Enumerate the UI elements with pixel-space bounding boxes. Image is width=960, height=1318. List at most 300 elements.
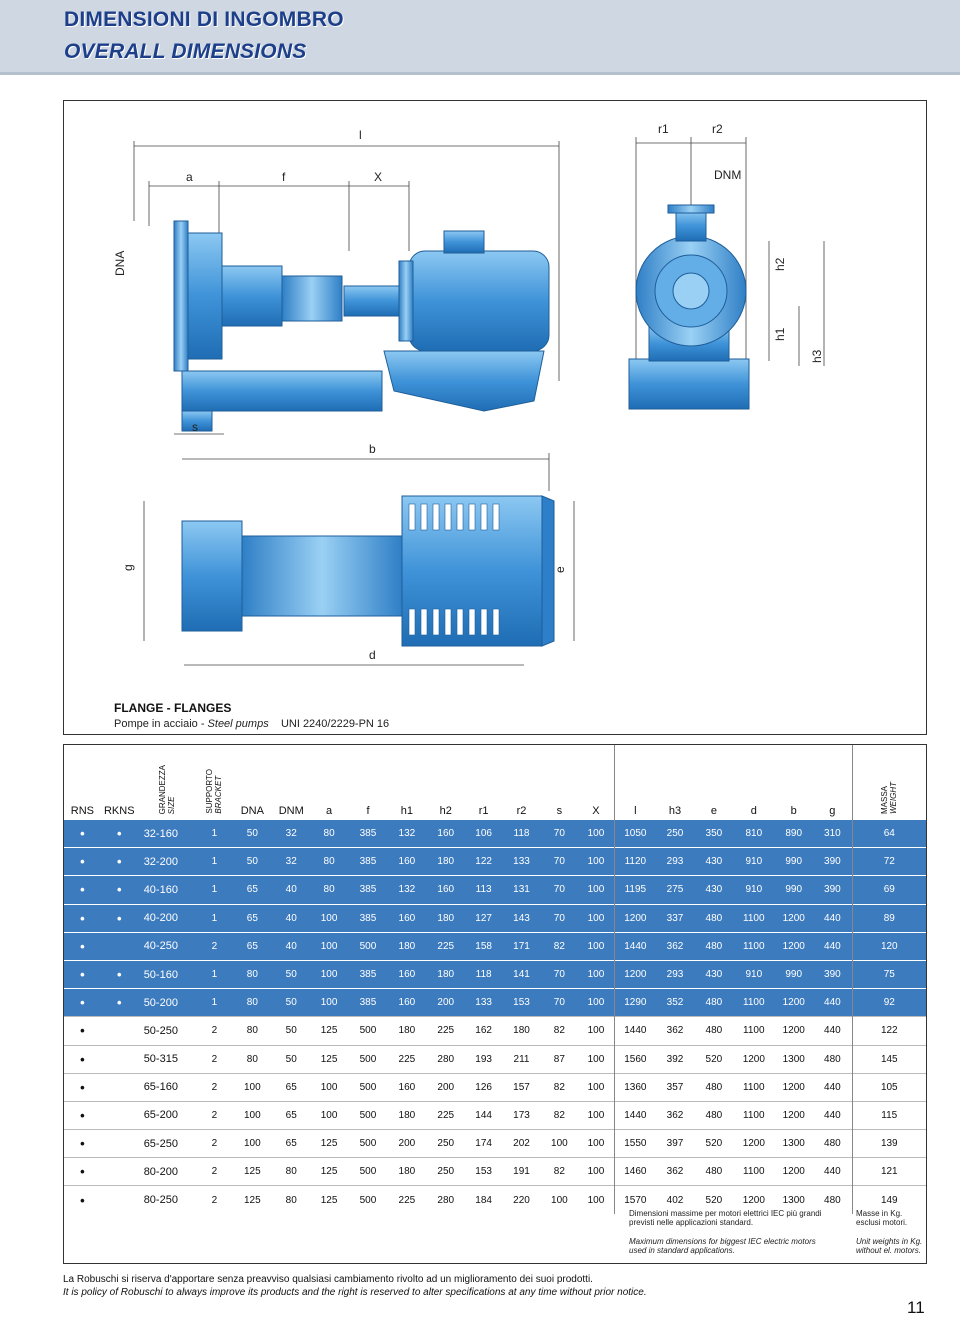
cell-rkns: • <box>101 820 138 848</box>
cell-l: 1570 <box>615 1186 656 1214</box>
cell-h3: 362 <box>656 1017 695 1045</box>
cell-dna: 100 <box>232 1101 273 1129</box>
cell-h3: 362 <box>656 1101 695 1129</box>
cell-sup: 2 <box>197 1017 232 1045</box>
pump-end-view <box>629 205 749 409</box>
cell-g: 440 <box>813 1101 852 1129</box>
table-row <box>64 1073 926 1101</box>
cell-dna: 65 <box>232 876 273 904</box>
note-motors-english <box>629 1237 829 1255</box>
cell-h2: 180 <box>426 904 465 932</box>
cell-s: 82 <box>541 1101 578 1129</box>
cell-h2: 160 <box>426 820 465 848</box>
cell-w: 139 <box>852 1130 926 1158</box>
header-weight-italian: MASSA <box>880 785 890 814</box>
header-a: a <box>326 805 333 817</box>
cell-h3: 362 <box>656 1158 695 1186</box>
header-b: b <box>790 805 797 817</box>
cell-dnm: 65 <box>273 1130 310 1158</box>
cell-x: 100 <box>578 848 615 876</box>
cell-b: 1200 <box>774 1073 813 1101</box>
cell-x: 100 <box>578 960 615 988</box>
cell-x: 100 <box>578 1073 615 1101</box>
cell-h2: 160 <box>426 876 465 904</box>
title-italian: DIMENSIONI DI INGOMBRO <box>64 8 344 31</box>
cell-l: 1200 <box>615 904 656 932</box>
cell-e: 430 <box>694 960 733 988</box>
cell-size: 50-160 <box>138 960 197 988</box>
cell-x: 100 <box>578 989 615 1017</box>
cell-rkns <box>101 1101 138 1129</box>
header-f: f <box>366 805 370 817</box>
cell-h1: 180 <box>387 932 426 960</box>
cell-size: 50-250 <box>138 1017 197 1045</box>
cell-h1: 225 <box>387 1186 426 1214</box>
cell-r2: 157 <box>502 1073 541 1101</box>
cell-size: 50-315 <box>138 1045 197 1073</box>
cell-r1: 153 <box>465 1158 502 1186</box>
table-row <box>64 989 926 1017</box>
header-bracket-italian: SUPPORTO <box>205 769 215 814</box>
cell-dna: 80 <box>232 1017 273 1045</box>
cell-b: 1300 <box>774 1130 813 1158</box>
cell-rns: • <box>64 989 101 1017</box>
cell-b: 990 <box>774 876 813 904</box>
cell-s: 70 <box>541 960 578 988</box>
header-size-italian: GRANDEZZA <box>158 764 168 814</box>
cell-rkns <box>101 1158 138 1186</box>
cell-f: 385 <box>349 960 388 988</box>
cell-dna: 125 <box>232 1186 273 1214</box>
cell-h1: 132 <box>387 820 426 848</box>
header-size <box>138 745 197 820</box>
cell-s: 82 <box>541 1158 578 1186</box>
dim-label-h1: h1 <box>773 327 787 341</box>
cell-h2: 225 <box>426 1101 465 1129</box>
cell-a: 125 <box>310 1045 349 1073</box>
cell-rns: • <box>64 1186 101 1214</box>
cell-w: 92 <box>852 989 926 1017</box>
technical-drawing <box>63 100 927 735</box>
cell-g: 390 <box>813 848 852 876</box>
cell-e: 520 <box>694 1130 733 1158</box>
cell-rkns <box>101 1045 138 1073</box>
cell-l: 1440 <box>615 932 656 960</box>
cell-l: 1440 <box>615 1101 656 1129</box>
cell-r1: 162 <box>465 1017 502 1045</box>
cell-r1: 144 <box>465 1101 502 1129</box>
header-bracket-english: BRACKET <box>214 776 224 814</box>
header-weight <box>852 745 926 820</box>
cell-x: 100 <box>578 1017 615 1045</box>
cell-r2: 141 <box>502 960 541 988</box>
cell-sup: 1 <box>197 989 232 1017</box>
cell-l: 1050 <box>615 820 656 848</box>
cell-w: 145 <box>852 1045 926 1073</box>
cell-r2: 143 <box>502 904 541 932</box>
cell-f: 500 <box>349 1158 388 1186</box>
cell-rns: • <box>64 1017 101 1045</box>
cell-d: 1100 <box>733 1073 774 1101</box>
cell-r2: 191 <box>502 1158 541 1186</box>
cell-sup: 1 <box>197 960 232 988</box>
cell-size: 32-160 <box>138 820 197 848</box>
title-english: OVERALL DIMENSIONS <box>64 40 307 63</box>
cell-l: 1120 <box>615 848 656 876</box>
dim-label-dna: DNA <box>113 250 127 276</box>
cell-w: 149 <box>852 1186 926 1214</box>
table-row <box>64 960 926 988</box>
cell-r1: 122 <box>465 848 502 876</box>
cell-h1: 180 <box>387 1101 426 1129</box>
cell-s: 82 <box>541 932 578 960</box>
cell-r2: 202 <box>502 1130 541 1158</box>
cell-e: 430 <box>694 876 733 904</box>
dim-label-r2: r2 <box>712 122 723 136</box>
dim-label-f: f <box>282 170 286 184</box>
cell-h3: 275 <box>656 876 695 904</box>
cell-f: 500 <box>349 1130 388 1158</box>
table-row <box>64 876 926 904</box>
flange-title: FLANGE - FLANGES <box>114 701 232 715</box>
cell-a: 100 <box>310 1073 349 1101</box>
cell-size: 40-200 <box>138 904 197 932</box>
table-row <box>64 1130 926 1158</box>
cell-a: 125 <box>310 1158 349 1186</box>
footer-policy-italian: La Robuschi si riserva d'apportare senza preavviso qualsiasi cambiamento rivolto ad un miglioramento dei suoi prodotti. <box>63 1274 593 1285</box>
cell-h2: 225 <box>426 932 465 960</box>
cell-g: 440 <box>813 1158 852 1186</box>
cell-x: 100 <box>578 1045 615 1073</box>
pump-side-view <box>174 221 549 431</box>
header-d: d <box>750 805 757 817</box>
dim-label-h3: h3 <box>810 349 824 363</box>
cell-h3: 250 <box>656 820 695 848</box>
cell-size: 65-160 <box>138 1073 197 1101</box>
cell-rkns: • <box>101 989 138 1017</box>
header-dnm: DNM <box>278 805 304 817</box>
cell-d: 1100 <box>733 1017 774 1045</box>
cell-f: 385 <box>349 848 388 876</box>
cell-d: 1100 <box>733 989 774 1017</box>
cell-size: 80-200 <box>138 1158 197 1186</box>
cell-d: 910 <box>733 960 774 988</box>
cell-h2: 280 <box>426 1186 465 1214</box>
dimensions-table <box>64 745 926 1214</box>
cell-x: 100 <box>578 876 615 904</box>
flange-subtitle-italian: Pompe in acciaio - <box>114 718 208 730</box>
cell-a: 100 <box>310 989 349 1017</box>
cell-h3: 357 <box>656 1073 695 1101</box>
cell-l: 1560 <box>615 1045 656 1073</box>
cell-r2: 133 <box>502 848 541 876</box>
cell-size: 32-200 <box>138 848 197 876</box>
cell-rkns: • <box>101 848 138 876</box>
cell-f: 500 <box>349 932 388 960</box>
cell-r1: 184 <box>465 1186 502 1214</box>
cell-d: 1200 <box>733 1045 774 1073</box>
header-bracket <box>197 745 232 820</box>
header-h3: h3 <box>668 805 682 817</box>
pump-drawing-svg <box>64 101 926 691</box>
dim-label-r1: r1 <box>658 122 669 136</box>
cell-f: 500 <box>349 1186 388 1214</box>
table-row <box>64 1158 926 1186</box>
header-s: s <box>556 805 563 817</box>
table-row <box>64 932 926 960</box>
cell-w: 115 <box>852 1101 926 1129</box>
cell-s: 70 <box>541 904 578 932</box>
cell-dnm: 40 <box>273 932 310 960</box>
cell-h3: 293 <box>656 960 695 988</box>
dim-label-l: l <box>359 128 362 142</box>
cell-x: 100 <box>578 820 615 848</box>
cell-h2: 180 <box>426 848 465 876</box>
cell-sup: 2 <box>197 1186 232 1214</box>
cell-dnm: 40 <box>273 904 310 932</box>
cell-g: 480 <box>813 1130 852 1158</box>
flange-subtitle <box>114 718 389 730</box>
cell-dnm: 50 <box>273 1045 310 1073</box>
cell-dna: 125 <box>232 1158 273 1186</box>
cell-dnm: 65 <box>273 1073 310 1101</box>
cell-rkns: • <box>101 876 138 904</box>
cell-r2: 118 <box>502 820 541 848</box>
dim-label-d: d <box>369 648 376 662</box>
cell-r1: 127 <box>465 904 502 932</box>
cell-l: 1290 <box>615 989 656 1017</box>
cell-g: 440 <box>813 1017 852 1045</box>
cell-rns: • <box>64 1158 101 1186</box>
cell-r2: 180 <box>502 1017 541 1045</box>
cell-h2: 200 <box>426 989 465 1017</box>
cell-h1: 160 <box>387 904 426 932</box>
cell-rkns <box>101 1186 138 1214</box>
cell-s: 70 <box>541 989 578 1017</box>
cell-g: 480 <box>813 1045 852 1073</box>
cell-b: 1300 <box>774 1045 813 1073</box>
cell-h2: 200 <box>426 1073 465 1101</box>
cell-rns: • <box>64 820 101 848</box>
cell-sup: 2 <box>197 932 232 960</box>
cell-rns: • <box>64 1073 101 1101</box>
cell-h3: 362 <box>656 932 695 960</box>
cell-dnm: 65 <box>273 1101 310 1129</box>
table-row <box>64 904 926 932</box>
cell-h2: 225 <box>426 1017 465 1045</box>
header-h2: h2 <box>439 805 452 817</box>
cell-h2: 180 <box>426 960 465 988</box>
cell-sup: 2 <box>197 1158 232 1186</box>
page-header <box>0 0 960 75</box>
cell-rkns: • <box>101 904 138 932</box>
table-row <box>64 1017 926 1045</box>
cell-x: 100 <box>578 1186 615 1214</box>
table-row <box>64 1045 926 1073</box>
cell-dnm: 32 <box>273 848 310 876</box>
header-r1: r1 <box>478 805 489 817</box>
cell-rkns <box>101 932 138 960</box>
cell-g: 390 <box>813 960 852 988</box>
cell-w: 122 <box>852 1017 926 1045</box>
note-weight-english <box>856 1237 928 1255</box>
cell-dnm: 40 <box>273 876 310 904</box>
cell-r1: 106 <box>465 820 502 848</box>
cell-f: 500 <box>349 1045 388 1073</box>
cell-b: 990 <box>774 960 813 988</box>
cell-a: 80 <box>310 876 349 904</box>
cell-r1: 113 <box>465 876 502 904</box>
cell-dnm: 32 <box>273 820 310 848</box>
cell-size: 50-200 <box>138 989 197 1017</box>
dim-label-b: b <box>369 442 376 456</box>
cell-dna: 100 <box>232 1130 273 1158</box>
cell-x: 100 <box>578 932 615 960</box>
header-rns: RNS <box>70 805 95 817</box>
cell-w: 121 <box>852 1158 926 1186</box>
cell-dna: 80 <box>232 1045 273 1073</box>
header-weight-english: WEIGHT <box>889 782 899 814</box>
cell-dna: 80 <box>232 989 273 1017</box>
dim-label-s: s <box>192 420 198 434</box>
cell-d: 810 <box>733 820 774 848</box>
cell-w: 64 <box>852 820 926 848</box>
cell-dna: 80 <box>232 960 273 988</box>
cell-sup: 2 <box>197 1073 232 1101</box>
cell-s: 82 <box>541 1073 578 1101</box>
cell-e: 480 <box>694 1101 733 1129</box>
cell-b: 1200 <box>774 1017 813 1045</box>
cell-r1: 126 <box>465 1073 502 1101</box>
cell-r1: 193 <box>465 1045 502 1073</box>
page-number: 11 <box>907 1298 925 1317</box>
cell-d: 910 <box>733 848 774 876</box>
cell-r2: 211 <box>502 1045 541 1073</box>
dimensions-table-frame <box>63 744 927 1264</box>
cell-a: 100 <box>310 1101 349 1129</box>
cell-d: 1100 <box>733 932 774 960</box>
dim-label-g: g <box>121 564 135 571</box>
cell-b: 1200 <box>774 904 813 932</box>
cell-h3: 293 <box>656 848 695 876</box>
cell-r1: 158 <box>465 932 502 960</box>
cell-rns: • <box>64 1045 101 1073</box>
cell-a: 100 <box>310 960 349 988</box>
header-size-english: SIZE <box>167 796 177 814</box>
cell-h1: 225 <box>387 1045 426 1073</box>
dim-label-dnm: DNM <box>714 168 742 182</box>
flange-standard: UNI 2240/2229-PN 16 <box>280 718 390 730</box>
cell-f: 500 <box>349 1101 388 1129</box>
cell-s: 82 <box>541 1017 578 1045</box>
cell-x: 100 <box>578 1101 615 1129</box>
cell-f: 385 <box>349 989 388 1017</box>
cell-b: 1200 <box>774 1158 813 1186</box>
header-rkns: RKNS <box>103 805 135 817</box>
cell-rns: • <box>64 876 101 904</box>
cell-x: 100 <box>578 904 615 932</box>
cell-r1: 174 <box>465 1130 502 1158</box>
cell-r1: 133 <box>465 989 502 1017</box>
cell-f: 385 <box>349 820 388 848</box>
cell-h3: 337 <box>656 904 695 932</box>
cell-b: 1300 <box>774 1186 813 1214</box>
cell-x: 100 <box>578 1158 615 1186</box>
cell-l: 1195 <box>615 876 656 904</box>
cell-rkns: • <box>101 960 138 988</box>
cell-rkns <box>101 1073 138 1101</box>
cell-dna: 100 <box>232 1073 273 1101</box>
cell-rkns <box>101 1017 138 1045</box>
cell-e: 520 <box>694 1045 733 1073</box>
table-header-row <box>64 745 926 820</box>
cell-h1: 132 <box>387 876 426 904</box>
dim-label-a: a <box>186 170 193 184</box>
cell-h1: 200 <box>387 1130 426 1158</box>
cell-h3: 397 <box>656 1130 695 1158</box>
cell-a: 100 <box>310 904 349 932</box>
cell-rns: • <box>64 960 101 988</box>
cell-sup: 1 <box>197 820 232 848</box>
cell-h2: 280 <box>426 1045 465 1073</box>
cell-sup: 2 <box>197 1101 232 1129</box>
cell-l: 1200 <box>615 960 656 988</box>
dim-label-e: e <box>553 566 567 573</box>
cell-g: 440 <box>813 989 852 1017</box>
cell-x: 100 <box>578 1130 615 1158</box>
cell-h1: 160 <box>387 1073 426 1101</box>
cell-h1: 180 <box>387 1158 426 1186</box>
header-h1: h1 <box>400 805 413 817</box>
cell-size: 65-250 <box>138 1130 197 1158</box>
cell-sup: 2 <box>197 1130 232 1158</box>
cell-s: 100 <box>541 1130 578 1158</box>
cell-w: 89 <box>852 904 926 932</box>
cell-h2: 250 <box>426 1158 465 1186</box>
flange-subtitle-english: Steel pumps <box>207 718 269 730</box>
cell-h1: 160 <box>387 989 426 1017</box>
cell-s: 70 <box>541 876 578 904</box>
cell-a: 80 <box>310 820 349 848</box>
cell-s: 70 <box>541 848 578 876</box>
cell-sup: 1 <box>197 904 232 932</box>
cell-l: 1360 <box>615 1073 656 1101</box>
cell-r1: 118 <box>465 960 502 988</box>
cell-dnm: 50 <box>273 1017 310 1045</box>
cell-w: 75 <box>852 960 926 988</box>
cell-g: 440 <box>813 904 852 932</box>
header-r2: r2 <box>516 805 527 817</box>
cell-e: 480 <box>694 904 733 932</box>
cell-h3: 352 <box>656 989 695 1017</box>
cell-size: 65-200 <box>138 1101 197 1129</box>
note-motors-english-text: Maximum dimensions for biggest IEC electric motors used in standard applications. <box>629 1237 816 1255</box>
pump-top-view <box>182 496 554 646</box>
cell-rkns <box>101 1130 138 1158</box>
cell-rns: • <box>64 1101 101 1129</box>
cell-g: 440 <box>813 1073 852 1101</box>
cell-e: 480 <box>694 1017 733 1045</box>
cell-d: 1100 <box>733 1101 774 1129</box>
header-l: l <box>615 745 656 820</box>
dim-label-h2: h2 <box>773 257 787 271</box>
cell-g: 480 <box>813 1186 852 1214</box>
cell-e: 350 <box>694 820 733 848</box>
cell-a: 80 <box>310 848 349 876</box>
header-x: X <box>592 805 600 817</box>
cell-l: 1460 <box>615 1158 656 1186</box>
cell-w: 72 <box>852 848 926 876</box>
